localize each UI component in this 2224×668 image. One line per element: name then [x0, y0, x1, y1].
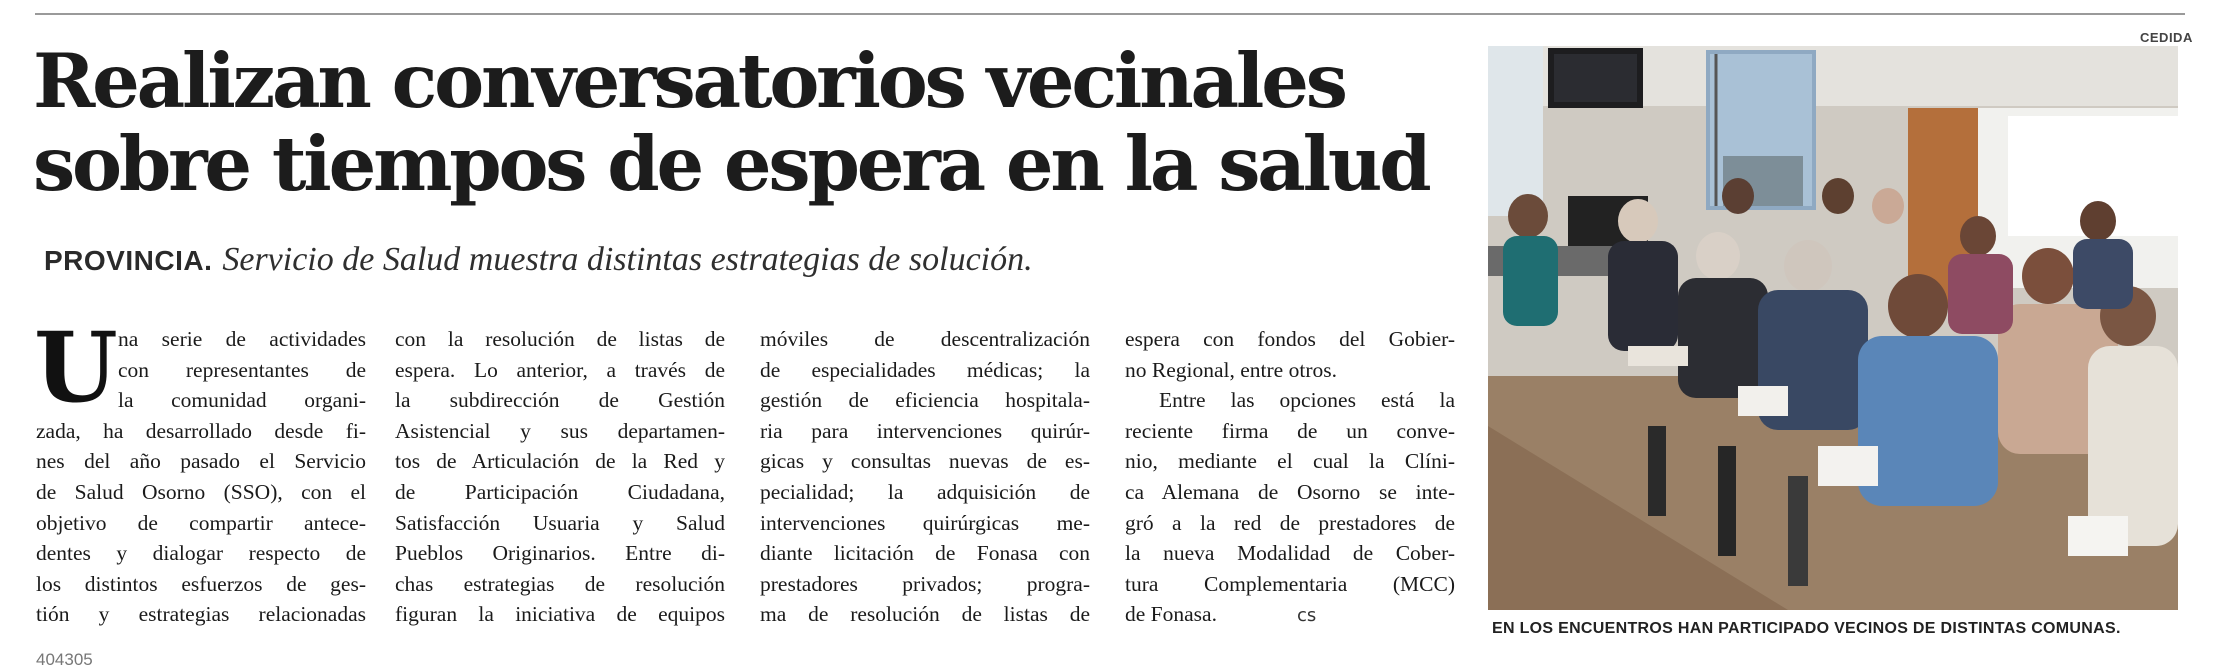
body-line: la comunidad organi-: [118, 388, 366, 413]
drop-cap: U: [34, 311, 118, 424]
headline-line-1: Realizan conversatorios vecinales: [33, 37, 1345, 125]
body-line: gró a la red de prestadores de: [1125, 510, 1455, 535]
article-photo: [1488, 46, 2178, 610]
body-line: diante licitación de Fonasa con: [760, 541, 1090, 566]
body-line: con la resolución de listas de: [395, 327, 725, 351]
headline-line-2: sobre tiempos de espera en la salud: [33, 120, 1429, 208]
top-rule: [35, 13, 2185, 15]
body-line: ma de resolución de listas de: [760, 602, 1090, 627]
body-line: la subdirección de Gestión: [395, 388, 725, 413]
body-line: figuran la iniciativa de equipos: [395, 602, 725, 627]
body-line: intervenciones quirúrgicas me-: [760, 510, 1090, 535]
body-line: Pueblos Originarios. Entre di-: [395, 541, 725, 566]
body-line: de Salud Osorno (SSO), con el: [36, 479, 366, 504]
body-line: los distintos esfuerzos de ges-: [36, 571, 366, 596]
page-identifier: 404305: [36, 650, 93, 668]
body-line: tura Complementaria (MCC): [1125, 571, 1455, 596]
article-headline: [33, 37, 1433, 208]
body-line: Asistencial y sus departamen-: [395, 418, 725, 443]
body-column-4: [1125, 324, 1455, 630]
body-line: tos de Articulación de la Red y: [395, 449, 725, 474]
body-line: no Regional, entre otros.: [1125, 357, 1337, 382]
body-line: la nueva Modalidad de Cober-: [1125, 541, 1455, 566]
body-line: tión y estrategias relacionadas: [36, 602, 366, 627]
body-line: prestadores privados; progra-: [760, 571, 1090, 596]
end-mark-icon: cs: [1296, 605, 1317, 627]
body-line: Satisfacción Usuaria y Salud: [395, 510, 725, 535]
body-line: espera con fondos del Gobier-: [1125, 327, 1455, 351]
body-line: ria para intervenciones quirúr-: [760, 418, 1090, 443]
body-column-2: [395, 324, 725, 630]
body-line: zada, ha desarrollado desde fi-: [36, 418, 366, 443]
body-column-1: [36, 324, 366, 630]
body-line: Entre las opciones está la: [1159, 388, 1455, 413]
body-line: dentes y dialogar respecto de: [36, 541, 366, 566]
kicker-line: [44, 241, 1033, 279]
body-line-final: [1125, 599, 1455, 630]
article-subhead: Servicio de Salud muestra distintas estrategias de solución.: [222, 241, 1033, 278]
body-line: reciente firma de un conve-: [1125, 418, 1455, 443]
body-column-3: [760, 324, 1090, 630]
body-line: nes del año pasado el Servicio: [36, 449, 366, 474]
photo-credit: CEDIDA: [2140, 30, 2193, 45]
body-line: objetivo de compartir antece-: [36, 510, 366, 535]
section-kicker: PROVINCIA.: [44, 245, 213, 276]
meeting-room-illustration: [1488, 46, 2178, 610]
body-line: de especialidades médicas; la: [760, 357, 1090, 382]
body-line: móviles de descentralización: [760, 327, 1090, 351]
body-line: de Participación Ciudadana,: [395, 479, 725, 504]
body-line: ca Alemana de Osorno se inte-: [1125, 479, 1455, 504]
body-line: gicas y consultas nuevas de es-: [760, 449, 1090, 474]
body-line: con representantes de: [118, 357, 366, 382]
body-line: chas estrategias de resolución: [395, 571, 725, 596]
final-text: de Fonasa.: [1125, 602, 1217, 627]
body-line: gestión de eficiencia hospitala-: [760, 388, 1090, 413]
body-line: na serie de actividades: [118, 327, 366, 351]
body-line: pecialidad; la adquisición de: [760, 479, 1090, 504]
photo-caption: EN LOS ENCUENTROS HAN PARTICIPADO VECINOS DE DISTINTAS COMUNAS.: [1492, 620, 2121, 637]
body-line: nio, mediante el cual la Clíni-: [1125, 449, 1455, 474]
body-line: espera. Lo anterior, a través de: [395, 357, 725, 382]
